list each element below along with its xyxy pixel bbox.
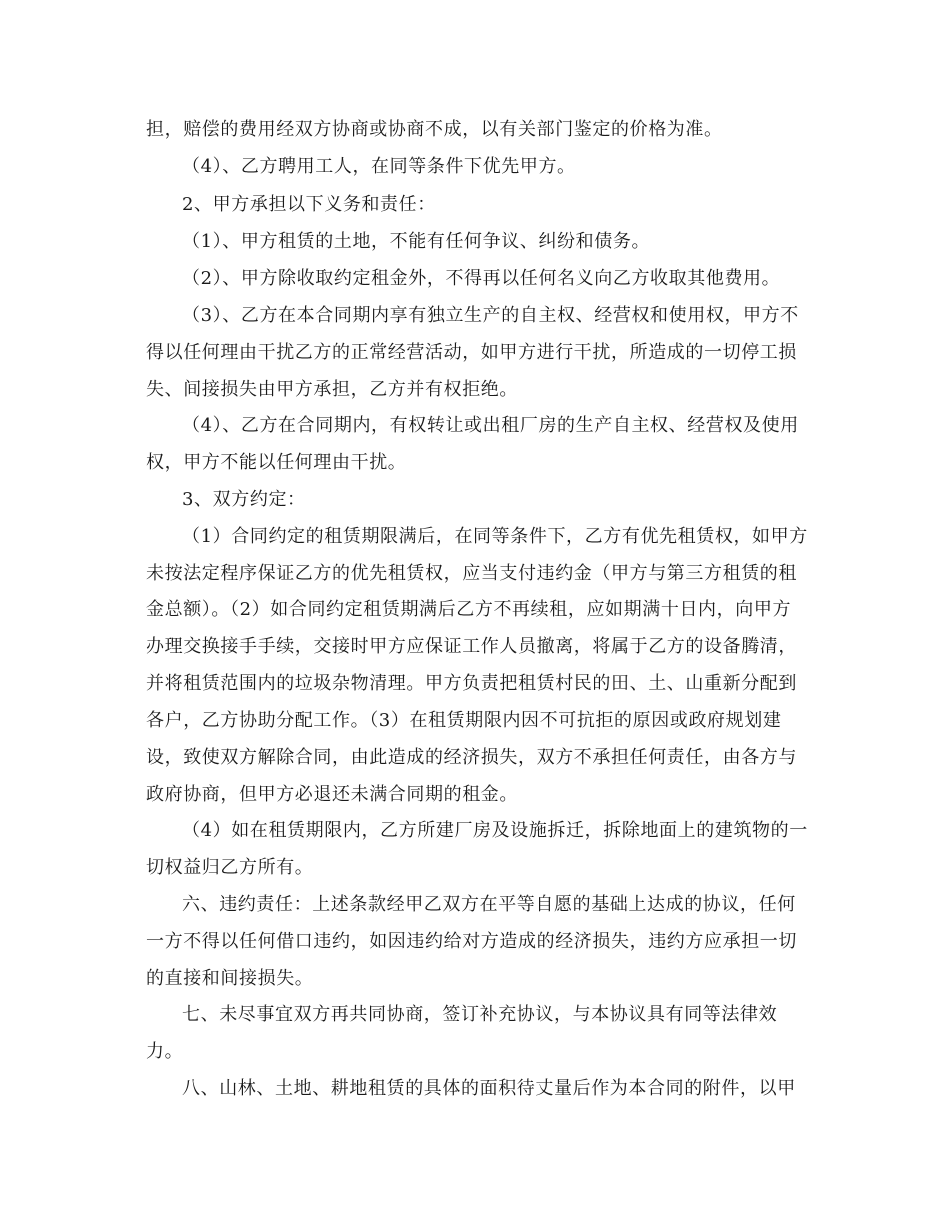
text-line: 力。 [146, 1041, 184, 1062]
text-line: 权，甲方不能以任何理由干扰。 [146, 452, 407, 473]
text-line: 六、违约责任：上述条款经甲乙双方在平等自愿的基础上达成的协议，任何 [182, 894, 796, 915]
text-line: 切权益归乙方所有。 [146, 857, 314, 878]
text-line: 八、山林、土地、耕地租赁的具体的面积待丈量后作为本合同的附件，以甲 [182, 1078, 796, 1099]
text-line: 2、甲方承担以下义务和责任： [182, 194, 436, 215]
text-line: （4）、乙方在合同期内，有权转让或出租厂房的生产自主权、经营权及使用 [182, 415, 799, 436]
text-line: 3、双方约定： [182, 489, 306, 510]
text-line: 未按法定程序保证乙方的优先租赁权，应当支付违约金（甲方与第三方租赁的租 [146, 563, 797, 584]
text-line: 失、间接损失由甲方承担，乙方并有权拒绝。 [146, 379, 518, 400]
text-line: （1）合同约定的租赁期限满后，在同等条件下，乙方有优先租赁权，如甲方 [182, 526, 808, 547]
text-line: （3）、乙方在本合同期内享有独立生产的自主权、经营权和使用权，甲方不 [182, 305, 799, 326]
text-line: （1）、甲方租赁的土地，不能有任何争议、纠纷和债务。 [182, 231, 651, 252]
text-line: 设，致使双方解除合同，由此造成的经济损失，双方不承担任何责任，由各方与 [146, 747, 797, 768]
text-line: 七、未尽事宜双方再共同协商，签订补充协议，与本协议具有同等法律效 [182, 1004, 778, 1025]
text-line: 得以任何理由干扰乙方的正常经营活动，如甲方进行干扰，所造成的一切停工损 [146, 342, 797, 363]
text-line: 各户，乙方协助分配工作。（3）在租赁期限内因不可抗拒的原因或政府规划建 [146, 710, 782, 731]
text-line: 的直接和间接损失。 [146, 968, 314, 989]
text-line: 办理交换接手手续，交接时甲方应保证工作人员撤离，将属于乙方的设备腾清， [146, 636, 797, 657]
text-line: 并将租赁范围内的垃圾杂物清理。甲方负责把租赁村民的田、土、山重新分配到 [146, 673, 797, 694]
text-line: 政府协商，但甲方必退还未满合同期的租金。 [146, 784, 518, 805]
text-line: 金总额）。（2）如合同约定租赁期满后乙方不再续租，应如期满十日内，向甲方 [146, 599, 792, 620]
text-line: 担，赔偿的费用经双方协商或协商不成，以有关部门鉴定的价格为准。 [146, 119, 723, 140]
text-line: （4）、乙方聘用工人，在同等条件下优先甲方。 [182, 156, 576, 177]
text-line: （2）、甲方除收取约定租金外，不得再以任何名义向乙方收取其他费用。 [182, 268, 781, 289]
text-line: 一方不得以任何借口违约，如因违约给对方造成的经济损失，违约方应承担一切 [146, 931, 797, 952]
text-line: （4）如在租赁期限内，乙方所建厂房及设施拆迁，拆除地面上的建筑物的一 [182, 820, 808, 841]
